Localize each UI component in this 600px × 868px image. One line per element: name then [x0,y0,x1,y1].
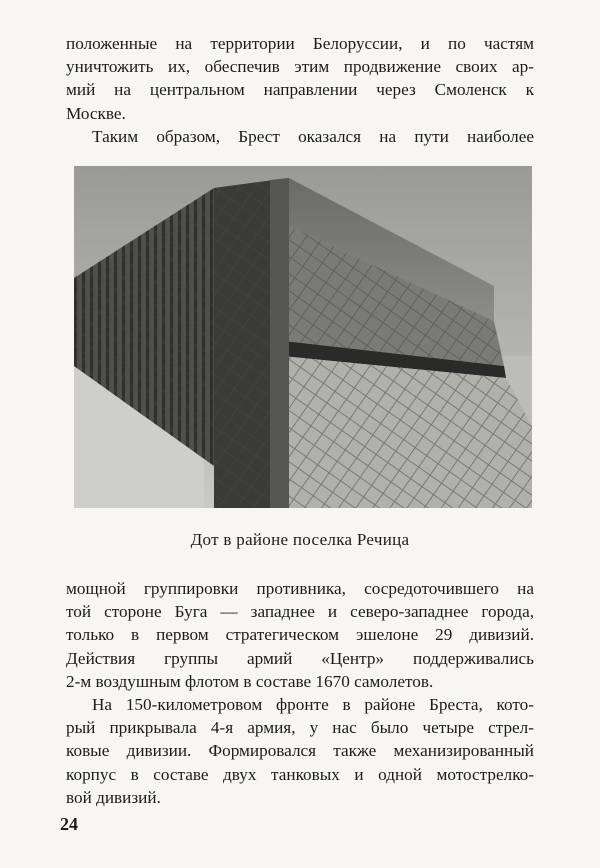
text-line: положенные на территории Белоруссии, и по частям [66,34,534,53]
text-line: Таким образом, Брест оказался на пути наиболее [92,126,534,146]
text-line: мий на центральном направлении через Смоленск к [66,80,534,100]
text-line: только в первом стратегическом эшелоне 29 дивизий. [66,625,534,645]
text-line: мощной группировки противника, сосредоточившего на [66,579,534,598]
page-number: 24 [60,814,78,834]
text-line: рый прикрывала 4-я армия, у нас было четыре стрел- [66,718,534,738]
text-line: той стороне Буга — западнее и северо-западнее города, [66,602,534,622]
text-line: корпус в составе двух танковых и одной мотострелко- [66,764,534,784]
text-line: Москве. [66,103,126,123]
text-line: вой дивизий. [66,787,161,807]
text-line: уничтожить их, обеспечив этим продвижение своих ар- [66,57,534,77]
photo-caption: Дот в районе поселка Речица [190,530,410,549]
text-block-bottom [66,577,534,809]
text-line: 2-м воздушным флотом в составе 1670 самолетов. [66,671,434,691]
text-line: ковые дивизии. Формировался также механизированный [66,741,534,761]
text-line: На 150-километровом фронте в районе Бреста, кото- [92,695,534,715]
text-block-top [66,32,534,148]
text-line: Действия группы армий «Центр» поддерживались [66,648,534,668]
bunker-photo [74,166,532,508]
